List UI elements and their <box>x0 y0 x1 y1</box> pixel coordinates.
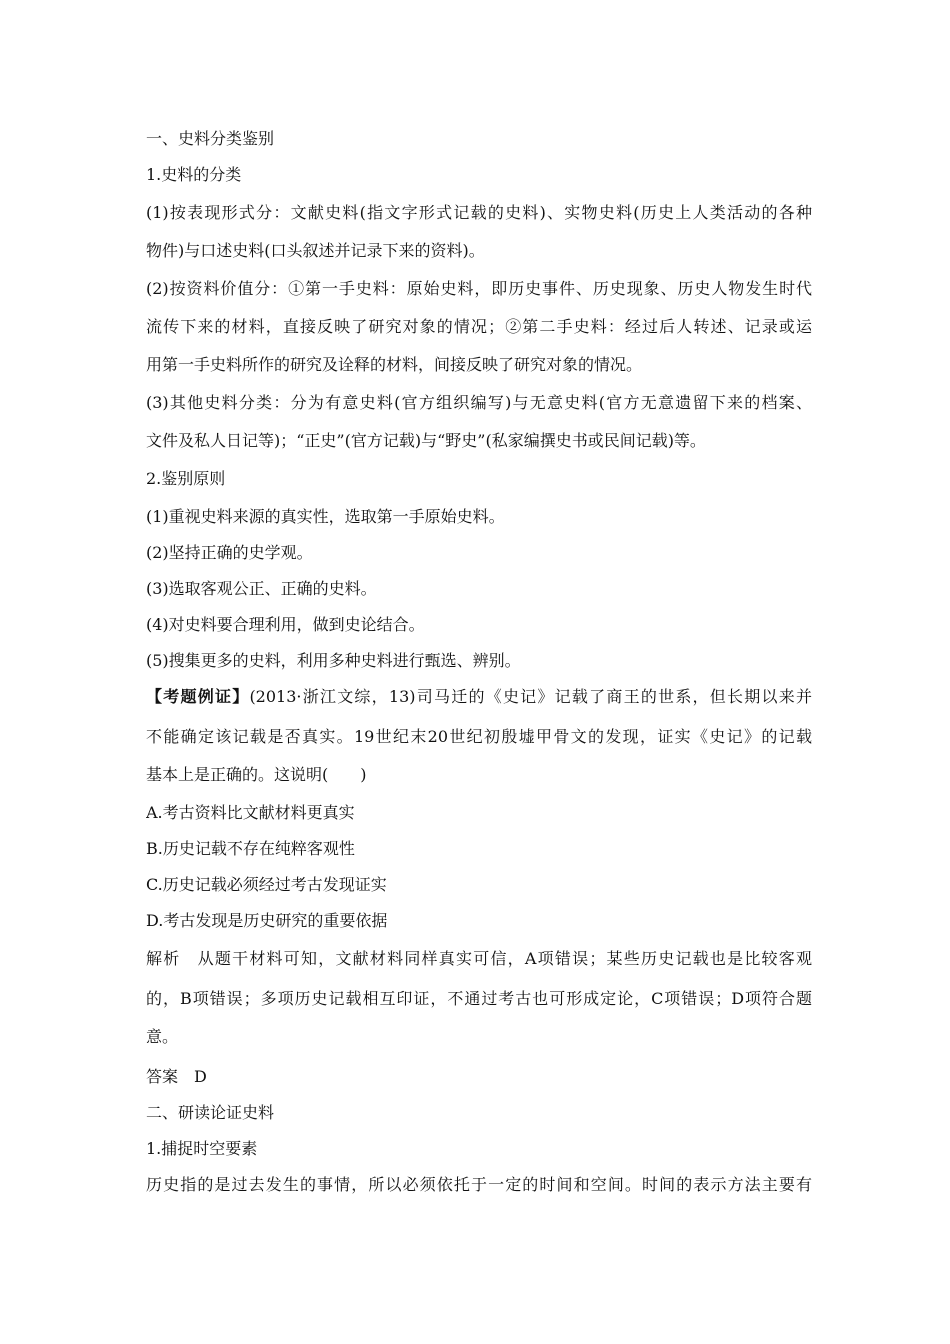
example-line: 基本上是正确的。这说明( ) <box>146 765 367 784</box>
section-heading-1: 一、史料分类鉴别 <box>146 129 275 148</box>
section-heading-2: 二、研读论证史料 <box>146 1103 275 1122</box>
example-source: (2013·浙江文综，13)司马迁的《史记》记载了商王的世系，但长期以来并 <box>249 687 812 706</box>
paragraph-line: (3)其他史料分类：分为有意史料(官方组织编写)与无意史料(官方无意遗留下来的档案、 <box>146 393 812 412</box>
list-item: (2)坚持正确的史学观。 <box>146 543 313 562</box>
list-item: (5)搜集更多的史料，利用多种史料进行甄选、辨别。 <box>146 651 521 670</box>
paragraph-line: 流传下来的材料，直接反映了研究对象的情况；②第二手史料：经过后人转述、记录或运 <box>146 317 812 336</box>
option-a: A.考古资料比文献材料更真实 <box>146 803 355 822</box>
answer-line: 答案 D <box>146 1067 207 1086</box>
analysis-line: 的，B项错误；多项历史记载相互印证，不通过考古也可形成定论，C项错误；D项符合题 <box>146 989 812 1008</box>
example-line: 不能确定该记载是否真实。19世纪末20世纪初殷墟甲骨文的发现，证实《史记》的记载 <box>146 727 812 746</box>
option-d: D.考古发现是历史研究的重要依据 <box>146 911 388 930</box>
analysis-line: 意。 <box>146 1027 179 1046</box>
option-b: B.历史记载不存在纯粹客观性 <box>146 839 355 858</box>
list-item: (3)选取客观公正、正确的史料。 <box>146 579 377 598</box>
analysis-line: 解析 从题干材料可知，文献材料同样真实可信，A项错误；某些历史记载也是比较客观 <box>146 949 812 968</box>
subheading-classification: 1.史料的分类 <box>146 165 242 184</box>
example-first-line <box>146 686 812 708</box>
paragraph-line: (1)按表现形式分：文献史料(指文字形式记载的史料)、实物史料(历史上人类活动的各种 <box>146 203 812 222</box>
list-item: (4)对史料要合理利用，做到史论结合。 <box>146 615 425 634</box>
subheading-principles: 2.鉴别原则 <box>146 469 226 488</box>
paragraph-line: 文件及私人日记等)；“正史”(官方记载)与“野史”(私家编撰史书或民间记载)等。 <box>146 431 706 450</box>
paragraph-line: 用第一手史料所作的研究及诠释的材料，间接反映了研究对象的情况。 <box>146 355 643 374</box>
paragraph-line: 历史指的是过去发生的事情，所以必须依托于一定的时间和空间。时间的表示方法主要有 <box>146 1175 812 1194</box>
paragraph-line: 物件)与口述史料(口头叙述并记录下来的资料)。 <box>146 241 485 260</box>
list-item: (1)重视史料来源的真实性，选取第一手原始史料。 <box>146 507 505 526</box>
example-tag: 【考题例证】 <box>146 687 250 706</box>
paragraph-line: (2)按资料价值分：①第一手史料：原始史料，即历史事件、历史现象、历史人物发生时代 <box>146 279 812 298</box>
subheading-time-space: 1.捕捉时空要素 <box>146 1139 258 1158</box>
option-c: C.历史记载必须经过考古发现证实 <box>146 875 387 894</box>
